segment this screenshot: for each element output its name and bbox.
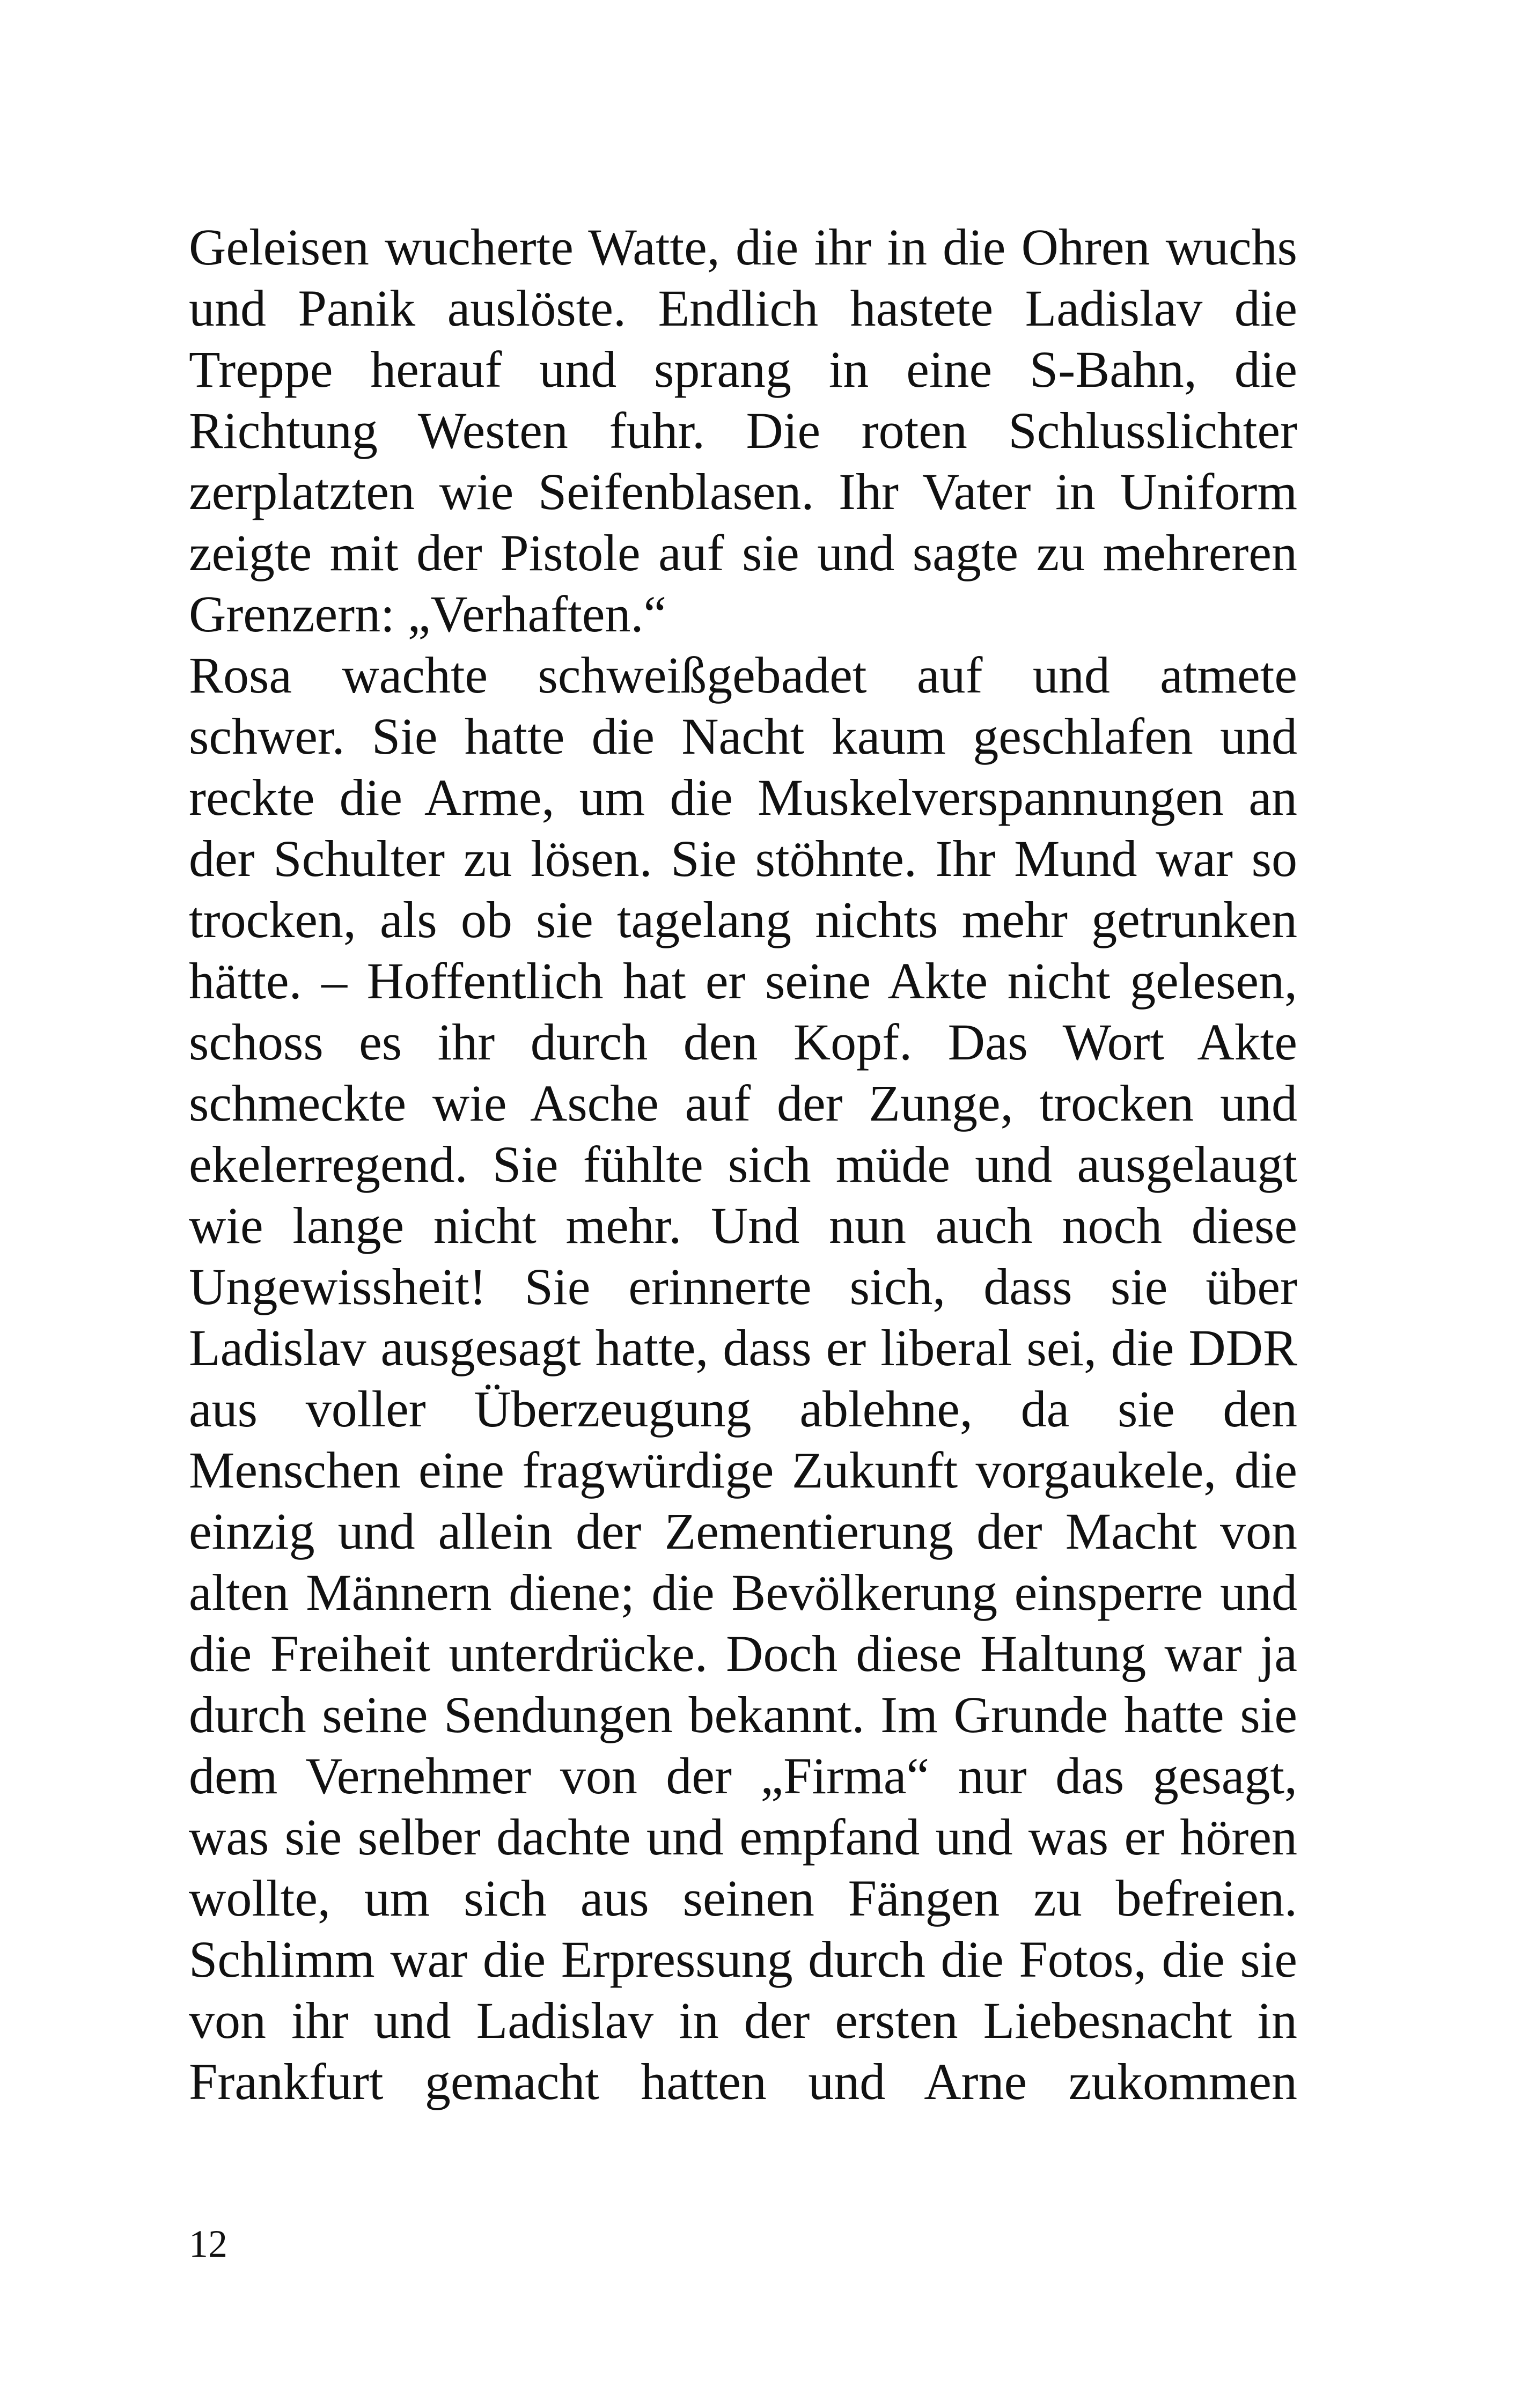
text-line: durch seine Sendungen bekannt. Im Grunde hatte sie: [189, 1686, 1297, 1743]
text-line: Grenzern: „Verhaften.“: [189, 585, 667, 643]
text-line: Ungewissheit! Sie erinnerte sich, dass sie über: [189, 1258, 1297, 1315]
text-line: hätte. – Hoffentlich hat er seine Akte nicht gelesen,: [189, 952, 1297, 1010]
text-line: aus voller Überzeugung ablehne, da sie den: [189, 1380, 1297, 1438]
text-line: einzig und allein der Zementierung der Macht von: [189, 1503, 1297, 1560]
text-line: von ihr und Ladislav in der ersten Liebesnacht in: [189, 1992, 1297, 2049]
text-line: Richtung Westen fuhr. Die roten Schlusslichter: [189, 402, 1297, 459]
text-line: Schlimm war die Erpressung durch die Fotos, die sie: [189, 1931, 1297, 1988]
body-text: [189, 217, 1297, 2112]
text-line: trocken, als ob sie tagelang nichts mehr getrunken: [189, 891, 1297, 948]
text-line: Geleisen wucherte Watte, die ihr in die Ohren wuchs: [189, 218, 1297, 276]
text-line: schmeckte wie Asche auf der Zunge, trocken und: [189, 1074, 1297, 1132]
text-line: schoss es ihr durch den Kopf. Das Wort Akte: [189, 1013, 1297, 1071]
text-line: zeigte mit der Pistole auf sie und sagte zu mehreren: [189, 524, 1297, 581]
text-line: Frankfurt gemacht hatten und Arne zukommen: [189, 2053, 1297, 2110]
text-line: alten Männern diene; die Bevölkerung einsperre und: [189, 1564, 1297, 1621]
text-line: dem Vernehmer von der „Firma“ nur das gesagt,: [189, 1747, 1297, 1805]
text-line: Menschen eine fragwürdige Zukunft vorgaukele, die: [189, 1441, 1297, 1499]
text-line: schwer. Sie hatte die Nacht kaum geschlafen und: [189, 708, 1297, 765]
page-number: 12: [189, 2222, 227, 2265]
text-line: Rosa wachte schweißgebadet auf und atmete: [189, 646, 1297, 704]
text-line: was sie selber dachte und empfand und was er hören: [189, 1808, 1297, 1866]
text-line: wollte, um sich aus seinen Fängen zu befreien.: [189, 1869, 1297, 1927]
text-line: die Freiheit unterdrücke. Doch diese Haltung war ja: [189, 1625, 1297, 1682]
text-line: zerplatzten wie Seifenblasen. Ihr Vater in Uniform: [189, 463, 1297, 520]
text-line: der Schulter zu lösen. Sie stöhnte. Ihr Mund war so: [189, 830, 1297, 887]
text-line: Ladislav ausgesagt hatte, dass er liberal sei, die DDR: [189, 1319, 1297, 1376]
text-line: und Panik auslöste. Endlich hastete Ladislav die: [189, 279, 1297, 337]
text-line: reckte die Arme, um die Muskelverspannungen an: [189, 769, 1297, 826]
text-line: Treppe herauf und sprang in eine S-Bahn, die: [189, 341, 1297, 398]
text-line: ekelerregend. Sie fühlte sich müde und ausgelaugt: [189, 1136, 1297, 1193]
text-line: wie lange nicht mehr. Und nun auch noch diese: [189, 1197, 1297, 1254]
